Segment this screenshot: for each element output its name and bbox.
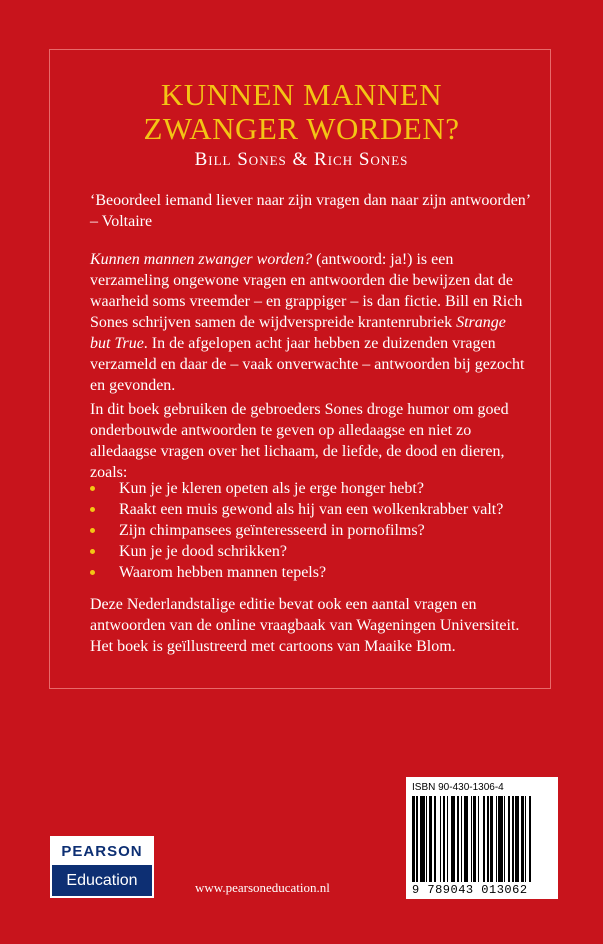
- question-text: Kun je je dood schrikken?: [119, 543, 287, 560]
- list-item: [90, 478, 530, 499]
- bullet-icon: [90, 570, 95, 575]
- authors-text: Bill Sones & Rich Sones: [194, 149, 409, 170]
- list-item: [90, 499, 530, 520]
- paragraph-2: In dit boek gebruiken de gebroeders Sones droge humor om goed onderbouwde antwoorden te geven op alledaagse en niet zo alledaagse vragen over het lichaam, de liefde, de dood en dieren, zoals:: [90, 401, 509, 481]
- intro-text-a: (antwoord: ja!) is een verzameling ongewone vragen en antwoorden die bewijzen dat de waarheid soms vreemder – en grappiger – is dan fictie. Bill en Rich Sones schrijven samen de wijdverspreide krantenrubriek: [90, 251, 523, 331]
- barcode: [406, 777, 558, 899]
- logo-education: Education: [66, 872, 138, 889]
- intro-paragraph: [90, 249, 530, 396]
- intro-text-b: . In de afgelopen acht jaar hebben ze duizenden vragen verzameld en daar de – vaak onverwachte – antwoorden bij gezocht en gevonden.: [90, 335, 525, 394]
- list-item: [90, 562, 530, 583]
- question-text: Waarom hebben mannen tepels?: [119, 564, 327, 581]
- intro-title: Kunnen mannen zwanger worden?: [90, 251, 313, 268]
- title-line-2: ZWANGER WORDEN?: [143, 111, 460, 146]
- ean-number: 9 789043 013062: [412, 883, 528, 897]
- logo-pearson: PEARSON: [52, 838, 152, 865]
- list-item: [90, 520, 530, 541]
- publisher-logo: [50, 836, 154, 898]
- bullet-icon: [90, 486, 95, 491]
- intro-rubric: Strange but True: [90, 314, 506, 352]
- authors: [0, 149, 603, 171]
- question-text: Kun je je kleren opeten als je erge honger hebt?: [119, 480, 424, 497]
- paragraph-3: Deze Nederlandstalige editie bevat ook een aantal vragen en antwoorden van de online vraagbaak van Wageningen Universiteit. Het boek is geïllustreerd met cartoons van Maaike Blom.: [90, 596, 520, 655]
- bullet-icon: [90, 549, 95, 554]
- quote: ‘Beoordeel iemand liever naar zijn vragen dan naar zijn antwoorden’ – Voltaire: [90, 192, 530, 230]
- barcode-bars: [412, 796, 552, 882]
- bullet-icon: [90, 528, 95, 533]
- book-title: [0, 78, 603, 146]
- title-line-1: KUNNEN MANNEN: [160, 77, 443, 112]
- question-list: [90, 478, 530, 583]
- list-item: [90, 541, 530, 562]
- bullet-icon: [90, 507, 95, 512]
- isbn-label: ISBN 90-430-1306-4: [412, 782, 504, 793]
- question-text: Zijn chimpansees geïnteresseerd in pornofilms?: [119, 522, 425, 539]
- barcode-bar: [531, 796, 532, 882]
- publisher-url: www.pearsoneducation.nl: [195, 880, 330, 895]
- question-text: Raakt een muis gewond als hij van een wolkenkrabber valt?: [119, 501, 504, 518]
